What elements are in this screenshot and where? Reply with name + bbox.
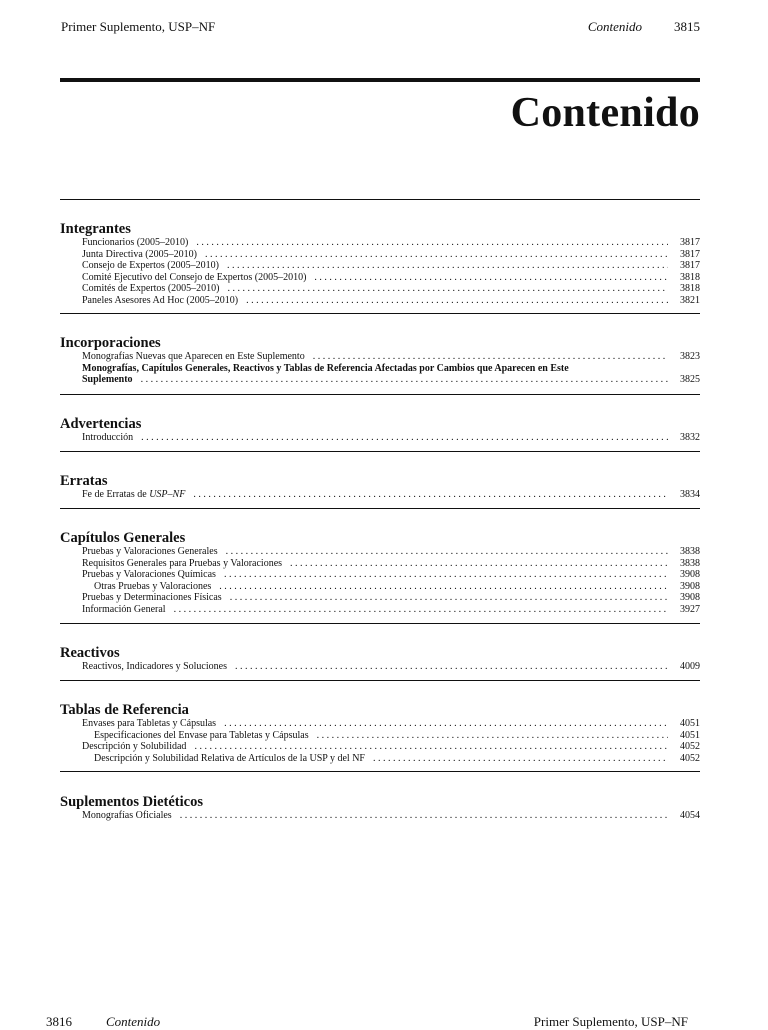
section-heading: Incorporaciones <box>60 335 161 351</box>
entry-page: 4009 <box>680 661 700 672</box>
toc-entry[interactable] <box>60 237 700 249</box>
toc-section-reactivos <box>60 645 700 673</box>
entry-page: 3823 <box>680 351 700 362</box>
entry-label: Monografías, Capítulos Generales, Reactivos y Tablas de Referencia Afectadas por Cambios que Aparecen en Este <box>82 362 569 374</box>
section-heading: Erratas <box>60 473 108 489</box>
dot-leader <box>174 604 668 616</box>
toc-entry[interactable] <box>60 810 700 822</box>
dot-leader <box>219 581 668 593</box>
toc-section-incorporaciones <box>60 335 700 386</box>
dot-leader <box>313 351 668 363</box>
entry-page: 3908 <box>680 580 700 592</box>
entry-page: 3818 <box>680 271 700 283</box>
entry-label: Monografías Nuevas que Aparecen en Este Suplemento <box>82 351 305 362</box>
entry-label: Pruebas y Valoraciones Químicas <box>82 569 216 580</box>
entry-label-italic: USP–NF <box>149 489 186 500</box>
toc-section-integrantes <box>60 221 700 306</box>
footer-page-number: 3816 <box>46 1014 72 1029</box>
divider <box>60 313 700 314</box>
toc-entry[interactable] <box>60 295 700 307</box>
dot-leader <box>224 569 668 581</box>
entry-page: 3817 <box>680 260 700 271</box>
entry-label: Consejo de Expertos (2005–2010) <box>82 260 219 271</box>
divider <box>60 508 700 509</box>
dot-leader <box>226 546 668 558</box>
publication-name: Primer Suplemento, USP–NF <box>61 19 216 34</box>
entry-page: 3818 <box>680 283 700 294</box>
entry-label: Pruebas y Determinaciones Físicas <box>82 592 222 603</box>
section-heading: Integrantes <box>60 221 131 237</box>
toc-section-tablas-de-referencia <box>60 702 700 764</box>
section-heading: Capítulos Generales <box>60 530 186 546</box>
entry-label: Otras Pruebas y Valoraciones <box>94 580 212 592</box>
toc-entry[interactable] <box>60 753 700 765</box>
entry-label <box>82 489 185 501</box>
dot-leader <box>224 718 668 730</box>
toc-entry-long-line2[interactable] <box>60 374 700 386</box>
toc-entry[interactable] <box>60 558 700 570</box>
running-foot-left <box>46 1014 160 1030</box>
section-heading: Advertencias <box>60 416 142 432</box>
toc-entry-long-line1[interactable] <box>60 363 700 375</box>
title-rule <box>60 78 700 82</box>
entry-label: Pruebas y Valoraciones Generales <box>82 546 218 557</box>
divider <box>60 680 700 681</box>
dot-leader <box>141 432 668 444</box>
entry-page: 3817 <box>680 237 700 248</box>
running-head-right <box>588 19 700 35</box>
dot-leader <box>317 730 668 742</box>
entry-label: Paneles Asesores Ad Hoc (2005–2010) <box>82 294 239 306</box>
divider <box>60 451 700 452</box>
dot-leader <box>180 810 668 822</box>
dot-leader <box>205 249 668 261</box>
entry-label: Funcionarios (2005–2010) <box>82 237 189 248</box>
entry-label: Monografías Oficiales <box>82 810 172 821</box>
dot-leader <box>235 661 668 673</box>
entry-page: 3908 <box>680 569 700 580</box>
entry-label: Descripción y Solubilidad Relativa de Artículos de la USP y del NF <box>94 752 365 764</box>
running-head <box>61 19 700 35</box>
entry-label: Información General <box>82 603 166 615</box>
dot-leader <box>314 272 668 284</box>
running-head-section: Contenido <box>587 19 642 34</box>
entry-page: 4051 <box>680 718 700 729</box>
toc-entry[interactable] <box>60 718 700 730</box>
toc-entry[interactable] <box>60 604 700 616</box>
toc-entry[interactable] <box>60 730 700 742</box>
entry-page: 4052 <box>680 741 700 752</box>
entry-page: 3927 <box>680 603 700 615</box>
entry-label: Introducción <box>82 432 134 443</box>
dot-leader <box>193 489 668 501</box>
dot-leader <box>227 260 668 272</box>
dot-leader <box>246 295 668 307</box>
entry-page: 3825 <box>680 374 700 385</box>
entry-page: 3908 <box>680 592 700 603</box>
entry-label: Envases para Tabletas y Cápsulas <box>82 718 217 729</box>
entry-page: 3838 <box>680 557 700 569</box>
dot-leader <box>230 592 668 604</box>
entry-label: Junta Directiva (2005–2010) <box>82 248 197 260</box>
entry-label: Requisitos Generales para Pruebas y Valoraciones <box>82 557 283 569</box>
section-heading: Reactivos <box>60 645 120 661</box>
dot-leader <box>227 283 668 295</box>
entry-label: Comités de Expertos (2005–2010) <box>82 283 220 294</box>
dot-leader <box>373 753 668 765</box>
entry-label: Descripción y Solubilidad <box>82 741 187 752</box>
footer-publication: Primer Suplemento, USP–NF <box>533 1014 688 1029</box>
divider <box>60 199 700 200</box>
toc-entry[interactable] <box>60 283 700 295</box>
section-heading: Tablas de Referencia <box>60 702 189 718</box>
entry-page: 4054 <box>680 810 700 821</box>
entry-page: 4051 <box>680 729 700 741</box>
toc-section-suplementos-dieteticos <box>60 794 700 822</box>
toc-entry[interactable] <box>60 569 700 581</box>
toc-section-advertencias <box>60 416 700 444</box>
divider <box>60 394 700 395</box>
entry-page: 3838 <box>680 546 700 557</box>
footer-section: Contenido <box>106 1014 161 1029</box>
toc-entry[interactable] <box>60 661 700 673</box>
toc-entry[interactable] <box>60 272 700 284</box>
divider <box>60 771 700 772</box>
toc-section-capitulos-generales <box>60 530 700 615</box>
toc-entry[interactable] <box>60 351 700 363</box>
toc-entry[interactable] <box>60 581 700 593</box>
entry-label: Suplemento <box>82 374 133 385</box>
running-foot <box>46 1014 688 1030</box>
entry-page: 3817 <box>680 248 700 260</box>
entry-label: Comité Ejecutivo del Consejo de Expertos (2005–2010) <box>82 271 307 283</box>
dot-leader <box>194 741 668 753</box>
entry-label-text: Fe de Erratas de <box>82 489 150 500</box>
toc-entry[interactable] <box>60 489 700 501</box>
toc-entry[interactable] <box>60 741 700 753</box>
page-number: 3815 <box>674 19 700 34</box>
entry-label: Reactivos, Indicadores y Soluciones <box>82 661 227 672</box>
entry-label: Especificaciones del Envase para Tabletas y Cápsulas <box>94 729 309 741</box>
dot-leader <box>290 558 668 570</box>
toc-section-erratas <box>60 473 700 501</box>
toc-entry[interactable] <box>60 260 700 272</box>
toc-entry[interactable] <box>60 432 700 444</box>
entry-page: 3821 <box>680 294 700 306</box>
entry-page: 3834 <box>680 489 700 500</box>
toc-entry[interactable] <box>60 592 700 604</box>
page-title: Contenido <box>510 90 700 136</box>
dot-leader <box>196 237 668 249</box>
toc-entry[interactable] <box>60 546 700 558</box>
section-heading: Suplementos Dietéticos <box>60 794 203 810</box>
entry-page: 4052 <box>680 752 700 764</box>
dot-leader <box>141 374 668 386</box>
divider <box>60 623 700 624</box>
entry-page: 3832 <box>680 432 700 443</box>
toc-entry[interactable] <box>60 249 700 261</box>
